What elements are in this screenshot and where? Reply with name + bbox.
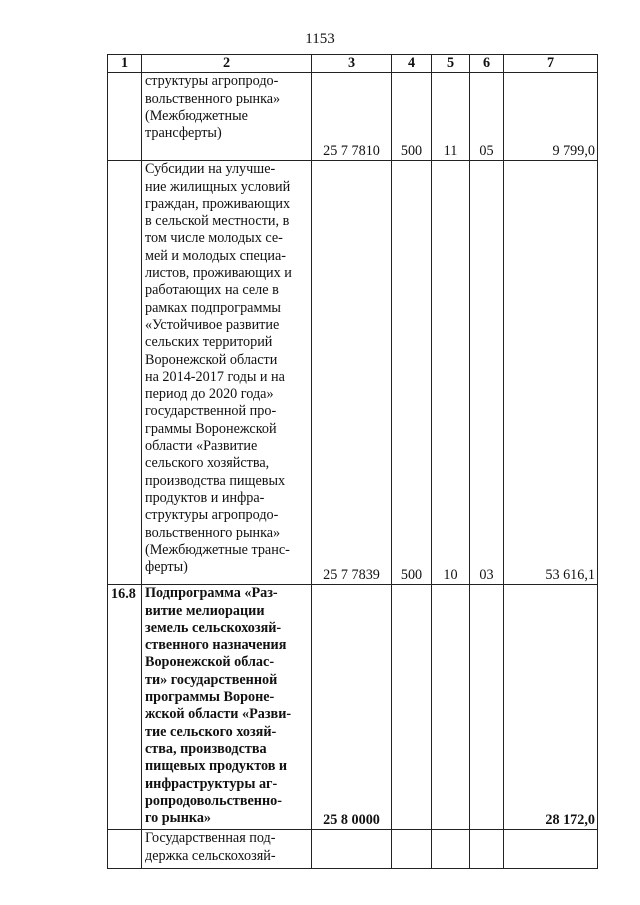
description-line: том числе молодых се-: [145, 230, 283, 247]
table-row: [108, 585, 598, 830]
description-line: (Межбюджетные: [145, 107, 248, 124]
description-line: трансферты): [145, 125, 222, 142]
expense-type: [392, 585, 432, 830]
target-article-code: 25 7 7810: [312, 73, 392, 161]
description-line: ства, производства: [145, 740, 267, 757]
table-row: [108, 73, 598, 161]
description-line: жской области «Разви-: [145, 706, 292, 723]
description-line: ние жилищных условий: [145, 178, 291, 195]
column-header: 7: [504, 55, 598, 73]
amount: [504, 830, 598, 869]
description-line: «Устойчивое развитие: [145, 316, 280, 333]
description-line: ферты): [145, 559, 188, 576]
row-number: 16.8: [108, 585, 142, 830]
description-line: пищевых продуктов и: [145, 758, 288, 775]
description-line: ственного назначения: [145, 637, 287, 654]
description-line: рамках подпрограммы: [145, 299, 281, 316]
description-line: программы Вороне-: [145, 689, 275, 706]
page-number: 1153: [305, 31, 335, 47]
description-line: Государственная под-: [145, 830, 276, 847]
section: 10: [432, 161, 470, 585]
description-line: держка сельскохозяй-: [145, 847, 276, 864]
description-line: земель сельскохозяй-: [145, 619, 282, 636]
description-line: государственной про-: [145, 403, 277, 420]
description-line: листов, проживающих и: [145, 265, 292, 282]
subsection: 03: [470, 161, 504, 585]
description-line: витие мелиорации: [145, 602, 265, 619]
description-line: производства пищевых: [145, 472, 286, 489]
expense-type: 500: [392, 161, 432, 585]
subsection: [470, 585, 504, 830]
amount: 53 616,1: [504, 161, 598, 585]
table-row: [108, 830, 598, 869]
description-line: структуры агропродо-: [145, 73, 279, 90]
section: 11: [432, 73, 470, 161]
description-line: Воронежской облас-: [145, 654, 275, 671]
description-line: области «Развитие: [145, 438, 258, 455]
section: [432, 585, 470, 830]
row-description: [142, 73, 312, 161]
description-line: сельских территорий: [145, 334, 273, 351]
description-line: на 2014-2017 годы и на: [145, 368, 285, 385]
description-line: инфраструктуры аг-: [145, 775, 278, 792]
description-line: вольственного рынка»: [145, 90, 281, 107]
description-line: граммы Воронежской: [145, 420, 277, 437]
description-line: в сельской местности, в: [145, 213, 290, 230]
subsection: 05: [470, 73, 504, 161]
description-line: вольственного рынка»: [145, 524, 281, 541]
subsection: [470, 830, 504, 869]
expense-type: 500: [392, 73, 432, 161]
column-header: 2: [142, 55, 312, 73]
amount: 28 172,0: [504, 585, 598, 830]
section: [432, 830, 470, 869]
target-article-code: [312, 830, 392, 869]
row-description: [142, 161, 312, 585]
budget-table: [107, 54, 598, 869]
column-header: 6: [470, 55, 504, 73]
description-line: продуктов и инфра-: [145, 489, 265, 506]
description-line: Субсидии на улучше-: [145, 161, 276, 178]
description-line: ти» государственной: [145, 671, 278, 688]
table-header-row: [108, 55, 598, 73]
description-line: сельского хозяйства,: [145, 455, 270, 472]
target-article-code: 25 8 0000: [312, 585, 392, 830]
row-description: [142, 830, 312, 869]
column-header: 4: [392, 55, 432, 73]
description-line: Воронежской области: [145, 351, 278, 368]
description-line: работающих на селе в: [145, 282, 279, 299]
expense-type: [392, 830, 432, 869]
description-line: граждан, проживающих: [145, 195, 291, 212]
row-description: [142, 585, 312, 830]
description-line: тие сельского хозяй-: [145, 723, 277, 740]
description-line: ропродовольственно-: [145, 792, 282, 809]
description-line: мей и молодых специа-: [145, 247, 286, 264]
column-header: 3: [312, 55, 392, 73]
target-article-code: 25 7 7839: [312, 161, 392, 585]
column-header: 5: [432, 55, 470, 73]
amount: 9 799,0: [504, 73, 598, 161]
row-number: [108, 161, 142, 585]
table-row: [108, 161, 598, 585]
column-header: 1: [108, 55, 142, 73]
row-number: [108, 830, 142, 869]
row-number: [108, 73, 142, 161]
description-line: (Межбюджетные транс-: [145, 541, 290, 558]
description-line: Подпрограмма «Раз-: [145, 585, 278, 602]
description-line: период до 2020 года»: [145, 386, 274, 403]
description-line: го рынка»: [145, 810, 212, 827]
description-line: структуры агропродо-: [145, 507, 279, 524]
